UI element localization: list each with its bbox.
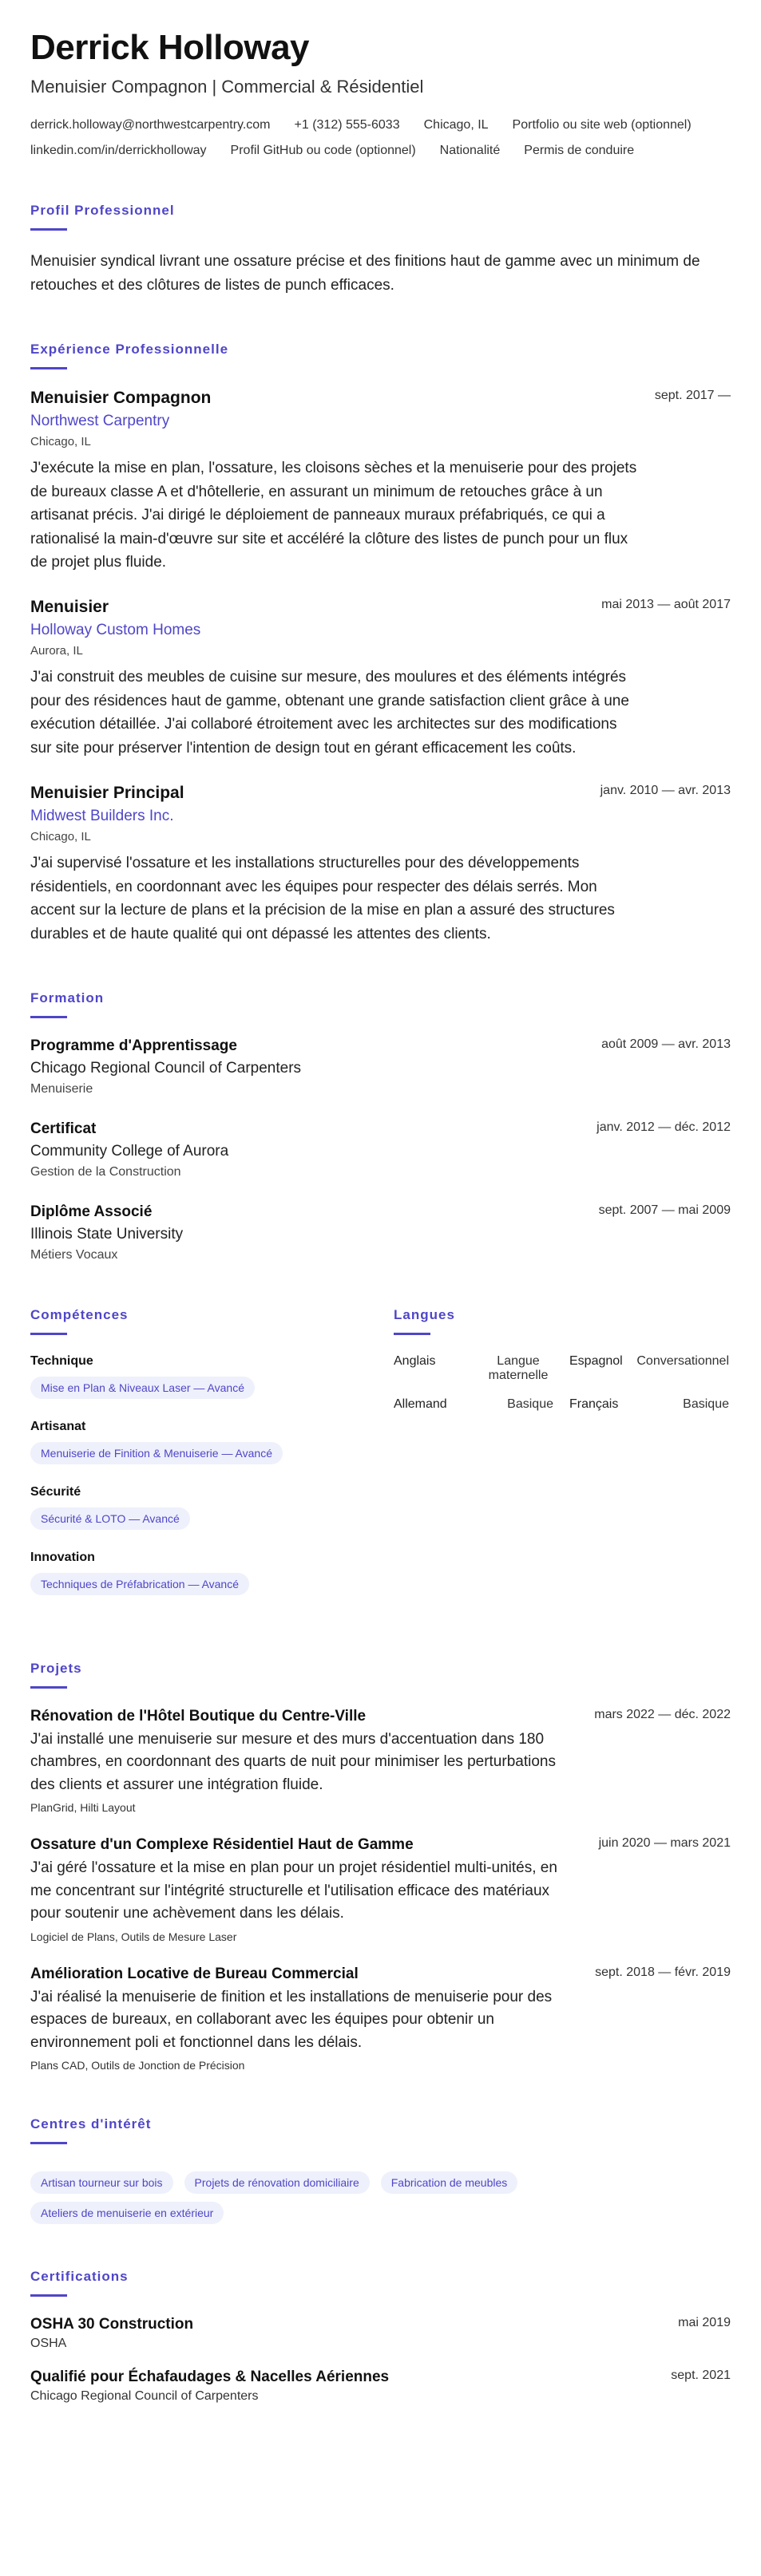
- profile-section: [30, 203, 731, 297]
- job-description: J'ai construit des meubles de cuisine sur mesure, des moulures et des éléments intégrés pour des résidences haut de gamme, obtenant une grande satisfaction client grâce à une exécution détaillée. J'ai collaboré étroitement avec les architectes sur des modifications sur site pour préserver l'intention de design tout en gérant efficacement les coûts.: [30, 669, 629, 757]
- certification-issuer: Chicago Regional Council of Carpenters: [30, 2389, 259, 2404]
- language-item: [394, 1397, 553, 1412]
- project-description: J'ai installé une menuiserie sur mesure et des murs d'accentuation dans 180 chambres, en coordonnant des quarts de nuit pour minimiser les perturbations des clients et assurer une intégration fluide.: [30, 1730, 556, 1793]
- education-section: [30, 990, 731, 1262]
- language-name: Français: [569, 1397, 619, 1411]
- school-name: Community College of Aurora: [30, 1142, 229, 1160]
- field-of-study: Menuiserie: [30, 1081, 93, 1096]
- language-level: Langue maternelle: [488, 1353, 549, 1382]
- section-title: Certifications: [30, 2269, 129, 2285]
- skill-group: [30, 1420, 362, 1464]
- certification-entry: [30, 2369, 731, 2404]
- section-title: Langues: [394, 1306, 455, 1322]
- project-description: J'ai réalisé la menuiserie de finition et les installations de menuiserie pour des espaces de bureaux, en collaborant avec les équipes pour obtenir un environnement poli et fonctionnel dans les délais.: [30, 1988, 553, 2051]
- contact-phone[interactable]: +1 (312) 555-6033: [294, 118, 400, 132]
- language-level: Conversationnel: [636, 1353, 729, 1368]
- experience-entry: [30, 598, 731, 760]
- contact-nationality: Nationalité: [439, 144, 501, 158]
- project-date: juin 2020 — mars 2021: [598, 1836, 731, 1851]
- experience-entry: [30, 784, 731, 946]
- job-date: janv. 2010 — avr. 2013: [600, 784, 731, 798]
- headline: Menuisier Compagnon | Commercial & Résidentiel: [30, 77, 424, 97]
- section-divider: [394, 1333, 430, 1335]
- school-name: Illinois State University: [30, 1225, 184, 1243]
- project-tools: Logiciel de Plans, Outils de Mesure Laser: [30, 1930, 237, 1943]
- interest-chip: Fabrication de meubles: [381, 2171, 518, 2194]
- skill-chip: Sécurité & LOTO — Avancé: [30, 1507, 190, 1530]
- skill-group: [30, 1551, 362, 1595]
- language-item: [394, 1354, 553, 1383]
- education-entry: [30, 1120, 731, 1179]
- project-entry: [30, 1708, 731, 1815]
- certification-date: mai 2019: [678, 2316, 731, 2330]
- skill-category: Innovation: [30, 1550, 95, 1564]
- section-divider: [30, 2142, 67, 2144]
- job-description: J'ai supervisé l'ossature et les installations structurelles pour des développements résidentiels, en coordonnant avec les équipes pour respecter des délais serrés. Mon accent sur la lecture de plans et la précision de la mise en plan a assuré des structures durables et de haute qualité qui ont dépassé les attentes des clients.: [30, 855, 615, 942]
- company-name: Northwest Carpentry: [30, 413, 170, 430]
- skill-chip: Mise en Plan & Niveaux Laser — Avancé: [30, 1377, 255, 1399]
- company-name: Holloway Custom Homes: [30, 622, 201, 639]
- contact-github[interactable]: Profil GitHub ou code (optionnel): [230, 144, 416, 158]
- job-date: sept. 2017 —: [654, 389, 731, 403]
- language-level: Basique: [507, 1397, 553, 1411]
- project-name: Rénovation de l'Hôtel Boutique du Centre-Ville: [30, 1707, 367, 1725]
- experience-section: [30, 342, 731, 946]
- interests-section: [30, 2116, 731, 2224]
- certification-name: OSHA 30 Construction: [30, 2316, 194, 2333]
- degree-title: Diplôme Associé: [30, 1203, 153, 1220]
- school-name: Chicago Regional Council of Carpenters: [30, 1059, 302, 1077]
- project-tools: Plans CAD, Outils de Jonction de Précision: [30, 2059, 245, 2072]
- skill-chip: Techniques de Préfabrication — Avancé: [30, 1573, 249, 1595]
- section-divider: [30, 1016, 67, 1018]
- skill-category: Sécurité: [30, 1484, 81, 1499]
- field-of-study: Gestion de la Construction: [30, 1164, 181, 1179]
- certification-issuer: OSHA: [30, 2337, 67, 2351]
- certification-name: Qualifié pour Échafaudages & Nacelles Aériennes: [30, 2369, 390, 2386]
- job-date: mai 2013 — août 2017: [601, 598, 731, 612]
- education-entry: [30, 1037, 731, 1096]
- job-location: Aurora, IL: [30, 644, 83, 658]
- section-title: Profil Professionnel: [30, 203, 175, 219]
- language-list: [394, 1354, 729, 1412]
- language-item: [569, 1397, 729, 1412]
- job-location: Chicago, IL: [30, 830, 91, 844]
- job-title: Menuisier: [30, 598, 109, 617]
- section-title: Formation: [30, 990, 105, 1006]
- contact-portfolio[interactable]: Portfolio ou site web (optionnel): [512, 118, 692, 132]
- company-name: Midwest Builders Inc.: [30, 808, 174, 825]
- section-title: Expérience Professionnelle: [30, 342, 229, 358]
- skill-chip: Menuiserie de Finition & Menuiserie — Avancé: [30, 1442, 283, 1464]
- language-name: Allemand: [394, 1397, 447, 1411]
- education-date: sept. 2007 — mai 2009: [598, 1203, 731, 1217]
- project-name: Ossature d'un Complexe Résidentiel Haut de Gamme: [30, 1836, 414, 1854]
- certification-date: sept. 2021: [671, 2369, 731, 2383]
- job-title: Menuisier Principal: [30, 784, 184, 803]
- contact-license: Permis de conduire: [524, 144, 635, 158]
- languages-column: [394, 1307, 729, 1616]
- skill-group: [30, 1354, 362, 1399]
- interest-list: [30, 2163, 589, 2224]
- profile-summary: Menuisier syndical livrant une ossature précise et des finitions haut de gamme avec un minimum de retouches et des clôtures de listes de punch efficaces.: [30, 253, 700, 294]
- contact-linkedin[interactable]: linkedin.com/in/derrickholloway: [30, 144, 207, 158]
- section-divider: [30, 2294, 67, 2297]
- contact-email[interactable]: derrick.holloway@northwestcarpentry.com: [30, 118, 271, 132]
- project-description: J'ai géré l'ossature et la mise en plan pour un projet résidentiel multi-unités, en me concentrant sur l'intégrité structurelle et l'utilisation efficace des matériaux pour soutenir une achèvement dans les délais.: [30, 1859, 557, 1922]
- project-entry: [30, 1836, 731, 1943]
- degree-title: Programme d'Apprentissage: [30, 1037, 237, 1054]
- skills-column: [30, 1307, 362, 1616]
- language-name: Espagnol: [569, 1353, 623, 1368]
- skill-category: Technique: [30, 1353, 93, 1368]
- section-title: Projets: [30, 1660, 82, 1676]
- language-item: [569, 1354, 729, 1383]
- project-entry: [30, 1966, 731, 2072]
- degree-title: Certificat: [30, 1120, 97, 1137]
- education-entry: [30, 1203, 731, 1262]
- resume-header: [30, 29, 731, 158]
- certification-entry: [30, 2316, 731, 2351]
- skill-group: [30, 1485, 362, 1530]
- projects-section: [30, 1661, 731, 2072]
- education-date: août 2009 — avr. 2013: [601, 1037, 731, 1051]
- language-level: Basique: [683, 1397, 729, 1411]
- interest-chip: Artisan tourneur sur bois: [30, 2171, 173, 2194]
- experience-entry: [30, 389, 731, 574]
- language-name: Anglais: [394, 1353, 436, 1368]
- section-title: Compétences: [30, 1306, 129, 1322]
- contact-list: [30, 118, 731, 158]
- skill-category: Artisanat: [30, 1419, 86, 1433]
- section-divider: [30, 228, 67, 231]
- contact-location: Chicago, IL: [423, 118, 489, 132]
- section-divider: [30, 367, 67, 369]
- project-date: sept. 2018 — févr. 2019: [595, 1965, 731, 1979]
- candidate-name: Derrick Holloway: [30, 28, 310, 67]
- section-title: Centres d'intérêt: [30, 2116, 152, 2132]
- field-of-study: Métiers Vocaux: [30, 1247, 118, 1262]
- interest-chip: Ateliers de menuiserie en extérieur: [30, 2202, 224, 2224]
- project-tools: PlanGrid, Hilti Layout: [30, 1801, 136, 1815]
- education-date: janv. 2012 — déc. 2012: [597, 1120, 731, 1134]
- job-title: Menuisier Compagnon: [30, 389, 212, 408]
- certifications-section: [30, 2269, 731, 2404]
- project-name: Amélioration Locative de Bureau Commercial: [30, 1965, 359, 1982]
- section-divider: [30, 1333, 67, 1335]
- interest-chip: Projets de rénovation domiciliaire: [184, 2171, 370, 2194]
- job-description: J'exécute la mise en plan, l'ossature, les cloisons sèches et la menuiserie pour des projets de bureaux classe A et d'hôtellerie, en assurant un minimum de retouches grâce à un artisanat précis. J'ai dirigé le déploiement de panneaux muraux préfabriqués, ce qui a rationalisé la main-d'œuvre sur site et accéléré la clôture des listes de punch pour un flux de projet plus fluide.: [30, 460, 637, 571]
- job-location: Chicago, IL: [30, 435, 91, 449]
- project-date: mars 2022 — déc. 2022: [594, 1707, 731, 1721]
- skills-languages-section: [30, 1307, 731, 1616]
- section-divider: [30, 1686, 67, 1689]
